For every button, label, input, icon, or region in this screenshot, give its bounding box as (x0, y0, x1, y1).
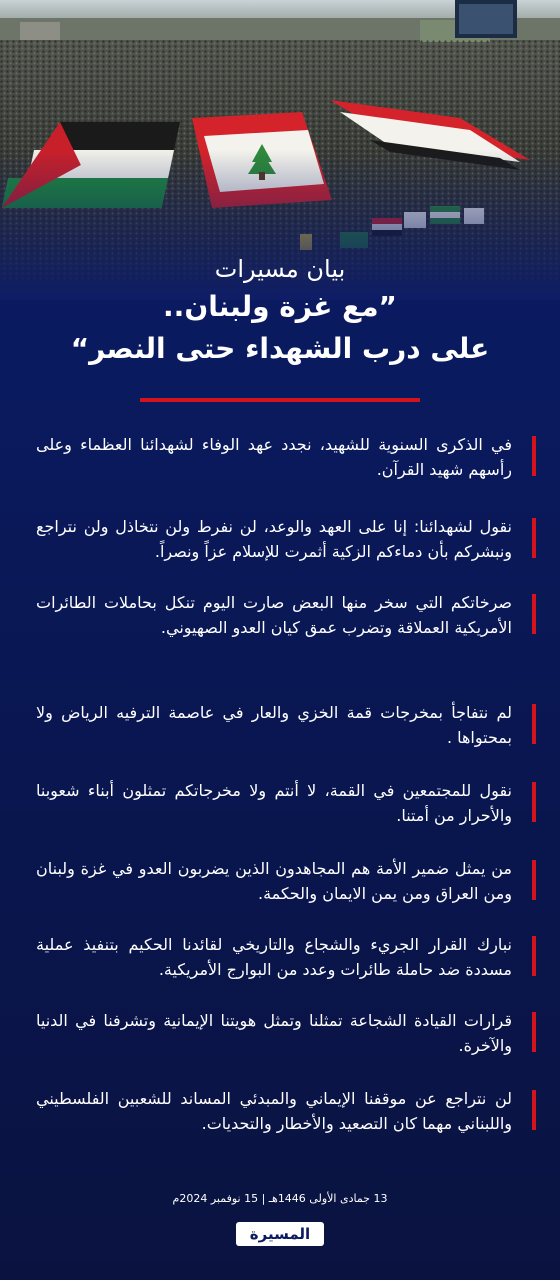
statement-paragraph: نبارك القرار الجريء والشجاع والتاريخي لقائدنا الحكيم بتنفيذ عملية مسددة ضد حاملة طائرات وعدد من البوارج الأمريكية. (36, 932, 536, 982)
statement-paragraph: نقول لشهدائنا: إنا على العهد والوعد، لن نفرط ولن نتخاذل ولن نتراجع ونبشركم بأن دماءكم الزكية أثمرت للإسلام عزاً ونصراً. (36, 514, 536, 564)
brand-logo: المسيرة (236, 1222, 324, 1246)
statement-paragraph: صرخاتكم التي سخر منها البعض صارت اليوم تنكل بحاملات الطائرات الأمريكية العملاقة وتضرب عمق كيان العدو الصهيوني. (36, 590, 536, 640)
statement-paragraph: من يمثل ضمير الأمة هم المجاهدون الذين يضربون العدو في غزة ولبنان ومن العراق ومن يمن الايمان والحكمة. (36, 856, 536, 906)
statement-paragraph: في الذكرى السنوية للشهيد، نجدد عهد الوفاء لشهدائنا العظماء وعلى رأسهم شهيد القرآن. (36, 432, 536, 482)
title-block (0, 252, 560, 370)
statement-paragraph: قرارات القيادة الشجاعة تمثلنا وتمثل هويتنا الإيمانية وتشرفنا في الدنيا والآخرة. (36, 1008, 536, 1058)
title-divider (140, 398, 420, 402)
headline-line-2: على درب الشهداء حتى النصر“ (70, 332, 490, 365)
headline-line-1: ”مع غزة ولبنان.. (163, 290, 397, 323)
statement-paragraph: نقول للمجتمعين في القمة، لا أنتم ولا مخرجاتكم تمثلون أبناء شعوبنا والأحرار من أمتنا. (36, 778, 536, 828)
statement-paragraph: لن نتراجع عن موقفنا الإيماني والمبدئي المساند للشعبين الفلسطيني واللبناني مهما كان التصعيد والأخطار والتحديات. (36, 1086, 536, 1136)
publication-date: 13 جمادى الأولى 1446هـ | 15 نوفمبر 2024م (172, 1192, 388, 1205)
subtitle: بيان مسيرات (214, 255, 346, 283)
statement-paragraph: لم نتفاجأ بمخرجات قمة الخزي والعار في عاصمة الترفيه الرياض ولا بمحتواها . (36, 700, 536, 750)
